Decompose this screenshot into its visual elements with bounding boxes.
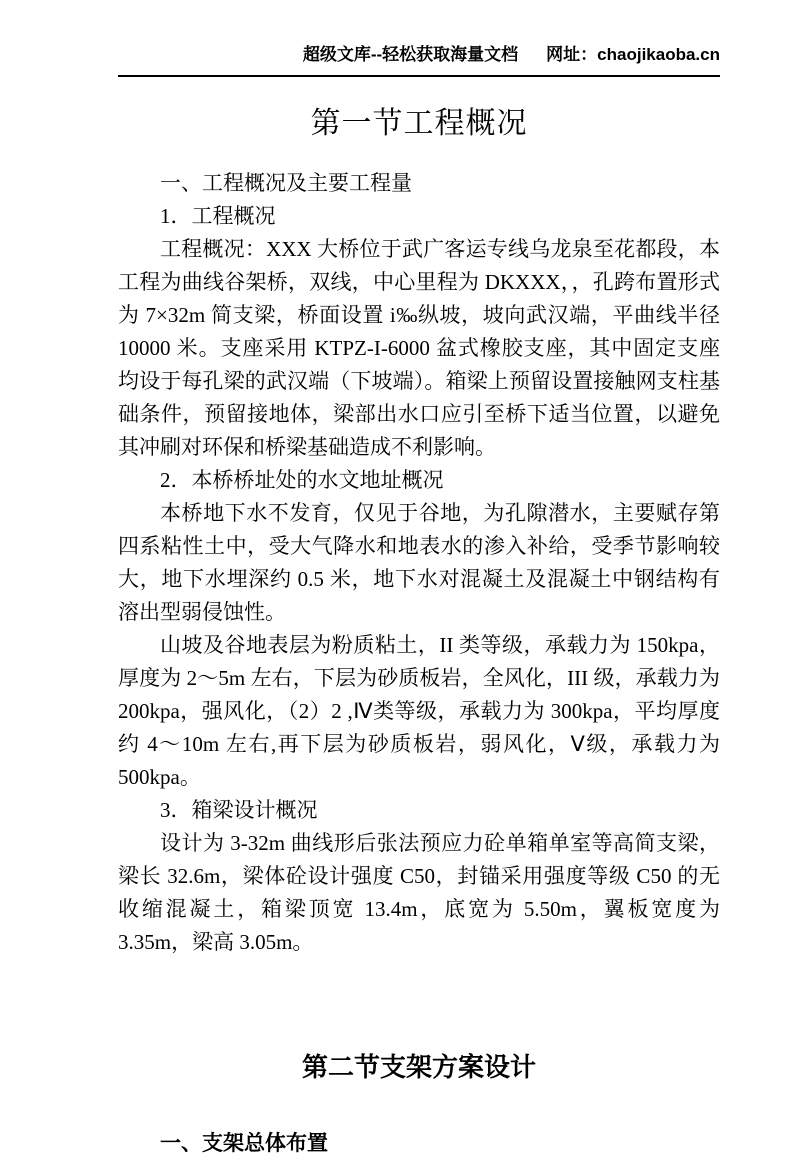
section2-title: 第二节支架方案设计 [301, 1052, 536, 1082]
section2-heading: 一、支架总体布置 [160, 1132, 328, 1155]
paragraph-geology: 山坡及谷地表层为粉质粘土，II 类等级，承载力为 150kpa，厚度为 2～5m 左右，下层为砂质板岩，全风化，III 级，承载力为 200kpa，强风化，（2）2 ,Ⅳ类等级，承载力为 300kpa，平均厚度约 4～10m 左右,再下层为砂质板岩，弱风化，Ⅴ级，承载力为 500kpa。 [118, 633, 720, 789]
list-heading-1: 一、工程概况及主要工程量 [160, 171, 412, 195]
header-url-text: 网址：chaojikaoba.cn [546, 45, 720, 64]
list-heading-1-1: 1．工程概况 [160, 204, 276, 228]
paragraph-box-girder: 设计为 3-32m 曲线形后张法预应力砼单箱单室等高简支梁，梁长 32.6m，梁体砼设计强度 C50，封锚采用强度等级 C50 的无收缩混凝土，箱梁顶宽 13.4m，底宽为 5.50m，翼板宽度为 3.35m，梁高 3.05m。 [118, 831, 720, 954]
paragraph-overview: 工程概况：XXX 大桥位于武广客运专线乌龙泉至花都段，本工程为曲线谷架桥，双线，中心里程为 DKXXX，，孔跨布置形式为 7×32m 简支梁，桥面设置 i‰纵坡，坡向武汉端，平曲线半径 10000 米。支座采用 KTPZ-I-6000 盆式橡胶支座，其中固定支座均设于每孔梁的武汉端（下坡端）。箱梁上预留设置接触网支柱基础条件，预留接地体，梁部出水口应引至桥下适当位置，以避免其冲刷对环保和桥梁基础造成不利影响。 [118, 237, 720, 459]
page-header [118, 0, 720, 77]
list-heading-1-2: 2．本桥桥址处的水文地址概况 [160, 468, 444, 492]
header-brand-text: 超级文库--轻松获取海量文档 [302, 45, 519, 64]
paragraph-hydrology: 本桥地下水不发育，仅见于谷地，为孔隙潜水，主要赋存第四系粘性土中，受大气降水和地表水的渗入补给，受季节影响较大，地下水埋深约 0.5 米，地下水对混凝土及混凝土中钢结构有溶出型弱侵蚀性。 [118, 501, 720, 624]
list-heading-1-3: 3．箱梁设计概况 [160, 798, 318, 822]
section1-body [118, 167, 720, 959]
section1-title: 第一节工程概况 [310, 107, 528, 140]
